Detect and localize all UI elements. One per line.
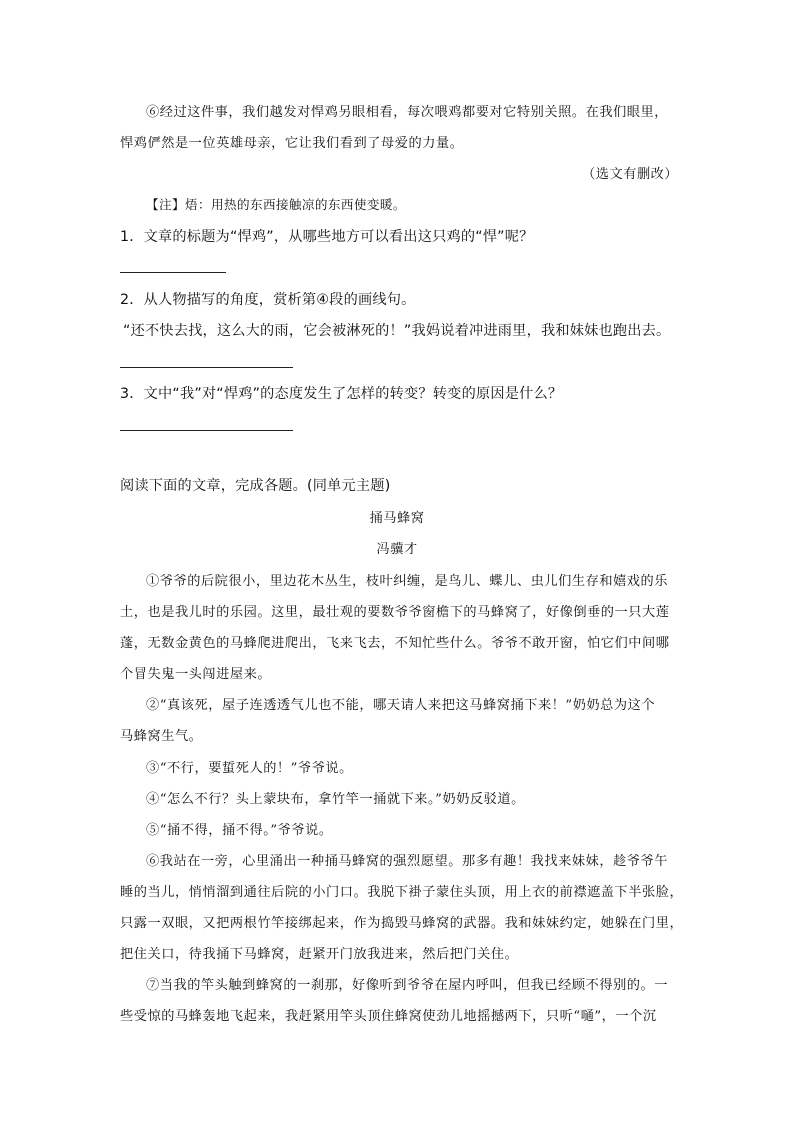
article-line: ④“怎么不行？头上蒙块布，拿竹竿一捅就下来。”奶奶反驳道。	[146, 792, 525, 807]
question-3: 3．文中“我”对“悍鸡”的态度发生了怎样的转变？转变的原因是什么？	[120, 386, 563, 402]
article-line: 把住关口，待我捅下马蜂窝，赶紧开门放我进来，然后把门关住。	[120, 947, 519, 962]
article-line: ②“真该死，屋子连透透气儿也不能，哪天请人来把这马蜂窝捅下来！”奶奶总为这个	[146, 698, 656, 713]
answer-line-3[interactable]	[120, 430, 293, 431]
source-note: （选文有删改）	[582, 167, 679, 182]
article-line: 蓬，无数金黄色的马蜂爬进爬出，飞来飞去，不知忙些什么。爷爷不敢开窗，怕它们中间哪	[120, 636, 670, 651]
passage1-paragraph6-line1: ⑥经过这件事，我们越发对悍鸡另眼相看，每次喂鸡都要对它特别关照。在我们眼里，	[146, 105, 669, 120]
reading-instruction: 阅读下面的文章，完成各题。(同单元主题)	[120, 478, 391, 494]
question-1: 1．文章的标题为“悍鸡”，从哪些地方可以看出这只鸡的“悍”呢？	[120, 229, 534, 245]
question-2-quote: “还不快去找，这么大的雨，它会被淋死的！”我妈说着冲进雨里，我和妹妹也跑出去。	[123, 323, 671, 339]
article-line: ③“不行，要蜇死人的！”爷爷说。	[146, 761, 353, 776]
article-line: 些受惊的马蜂轰地飞起来，我赶紧用竿头顶住蜂窝使劲儿地摇撼两下，只听“嗵”，一个沉	[120, 1009, 657, 1024]
article-line: 只露一双眼，又把两根竹竿接绑起来，作为捣毁马蜂窝的武器。我和妹妹约定，她躲在门里，	[120, 916, 684, 931]
passage1-paragraph6-line2: 悍鸡俨然是一位英雄母亲，它让我们看到了母爱的力量。	[120, 136, 464, 151]
article-line: 睡的当儿，悄悄溜到通往后院的小门口。我脱下褂子蒙住头顶，用上衣的前襟遮盖下半张脸，	[120, 885, 684, 900]
article-author: 冯骥才	[376, 542, 418, 557]
answer-line-1[interactable]	[120, 272, 226, 273]
article-line: 土，也是我儿时的乐园。这里，最壮观的要数爷爷窗檐下的马蜂窝了，好像倒垂的一只大莲	[120, 605, 670, 620]
article-line: 马蜂窝生气。	[120, 729, 203, 744]
article-line: 个冒失鬼一头闯进屋来。	[120, 667, 272, 682]
answer-line-2[interactable]	[120, 367, 293, 368]
article-line: ⑥我站在一旁，心里涌出一种捅马蜂窝的强烈愿望。那多有趣！我找来妹妹，趁爷爷午	[146, 854, 669, 869]
article-title: 捅马蜂窝	[369, 511, 425, 526]
article-line: ①爷爷的后院很小，里边花木丛生，枝叶纠缠，是鸟儿、蝶儿、虫儿们生存和嬉戏的乐	[146, 574, 669, 589]
article-line: ⑤“捅不得，捅不得。”爷爷说。	[146, 823, 333, 838]
annotation-note: 【注】焐：用热的东西接触凉的东西使变暖。	[146, 197, 406, 212]
article-line: ⑦当我的竿头触到蜂窝的一刹那，好像听到爷爷在屋内呼叫，但我已经顾不得别的。一	[146, 978, 669, 993]
question-2: 2．从人物描写的角度，赏析第④段的画线句。	[120, 292, 416, 308]
